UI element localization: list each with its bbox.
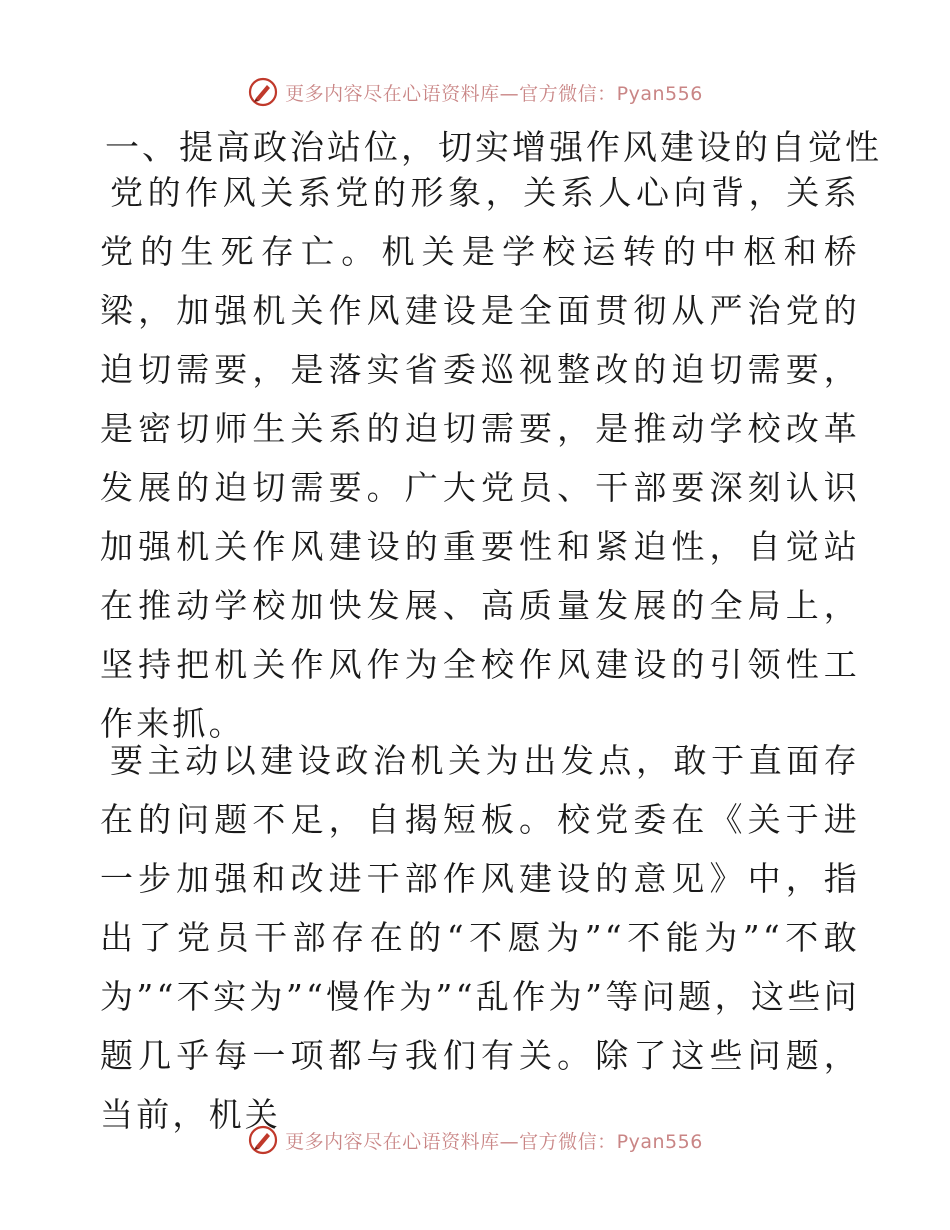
pen-logo-icon: [247, 76, 279, 108]
watermark-text: 更多内容尽在心语资料库—官方微信：Pyan556: [285, 82, 703, 105]
watermark-text: 更多内容尽在心语资料库—官方微信：Pyan556: [285, 1130, 703, 1153]
pen-logo-icon: [247, 1124, 279, 1156]
footer-watermark: [0, 1124, 950, 1156]
paragraph-1: 党的作风关系党的形象，关系人心向背，关系党的生死存亡。机关是学校运转的中枢和桥梁，加强机关作风建设是全面贯彻从严治党的迫切需要，是落实省委巡视整改的迫切需要，是密切师生关系的迫切需要，是推动学校改革发展的迫切需要。广大党员、干部要深刻认识加强机关作风建设的重要性和紧迫性，自觉站在推动学校加快发展、高质量发展的全局上，坚持把机关作风作为全校作风建设的引领性工作来抓。: [100, 173, 860, 743]
header-watermark: [0, 76, 950, 108]
paragraph-2: 要主动以建设政治机关为出发点，敢于直面存在的问题不足，自揭短板。校党委在《关于进一步加强和改进干部作风建设的意见》中，指出了党员干部存在的“不愿为”“不能为”“不敢为”“不实为”“慢作为”“乱作为”等问题，这些问题几乎每一项都与我们有关。除了这些问题，当前，机关: [100, 741, 860, 1134]
section-heading: 一、提高政治站位，切实增强作风建设的自觉性: [105, 128, 882, 168]
